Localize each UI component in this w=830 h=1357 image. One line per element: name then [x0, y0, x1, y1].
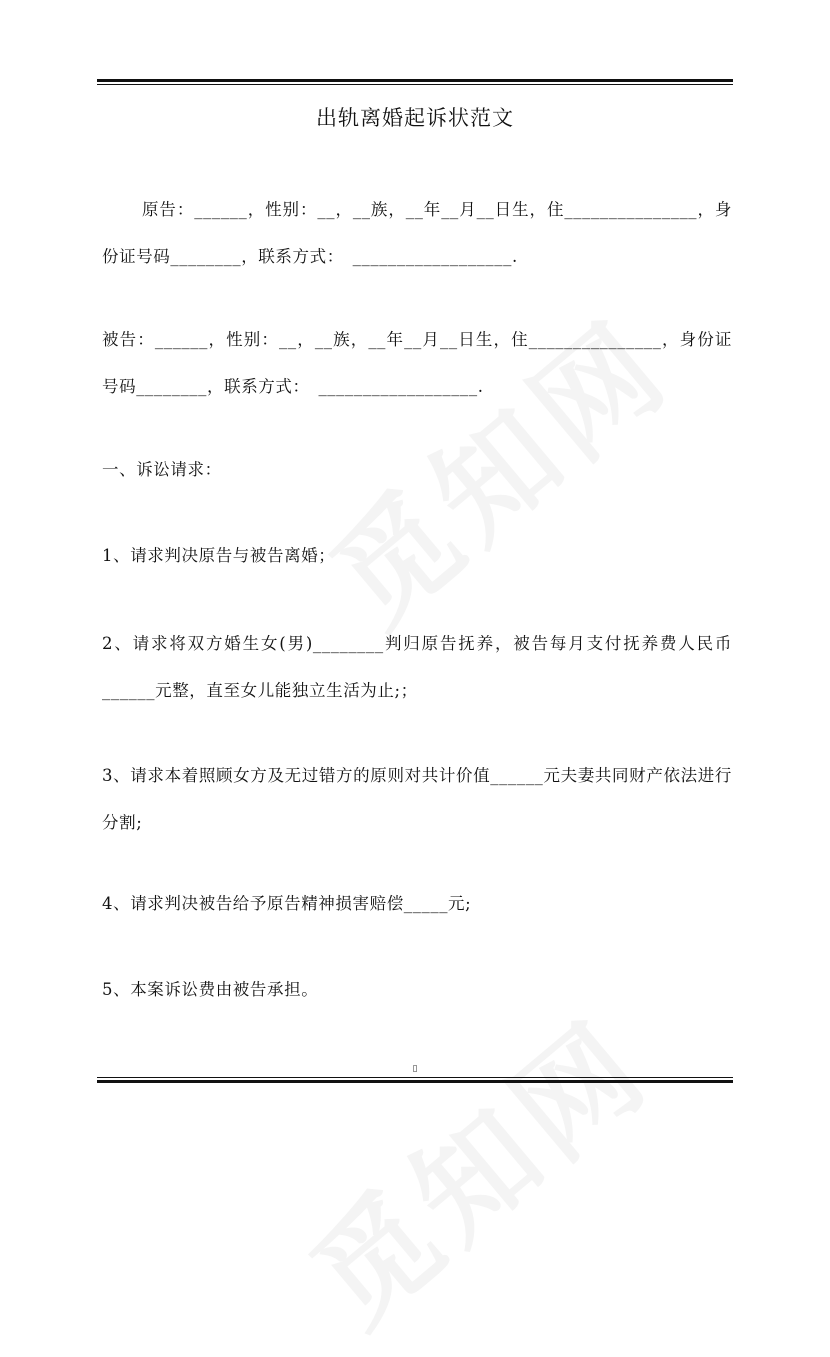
watermark-lower: [270, 975, 679, 1357]
request-item-2: 2、请求将双方婚生女(男)________判归原告抚养，被告每月支付抚养费人民币______元整，直至女儿能独立生活为止;；: [102, 634, 732, 700]
request-item-4: 4、请求判决被告给予原告精神损害赔偿_____元;: [102, 894, 472, 913]
plaintiff-info: 原告：______，性别：__，__族，__年__月__日生，住_______________，身份证号码________，联系方式： __________________.: [102, 200, 732, 266]
request-item-3: 3、请求本着照顾女方及无过错方的原则对共计价值______元夫妻共同财产依法进行分割;: [102, 766, 732, 832]
footer-rule: [97, 1077, 733, 1083]
page-number-marker: ▯: [412, 1064, 418, 1074]
section-heading-claims: 一、诉讼请求：: [102, 460, 222, 479]
request-item-5: 5、本案诉讼费由被告承担。: [102, 980, 319, 999]
header-rule: [97, 79, 733, 85]
defendant-info: 被告：______，性别：__，__族，__年__月__日生，住_______________，身份证号码________，联系方式： __________________.: [102, 330, 732, 396]
document-title: 出轨离婚起诉状范文: [316, 106, 514, 130]
request-item-1: 1、请求判决原告与被告离婚；: [102, 546, 336, 565]
